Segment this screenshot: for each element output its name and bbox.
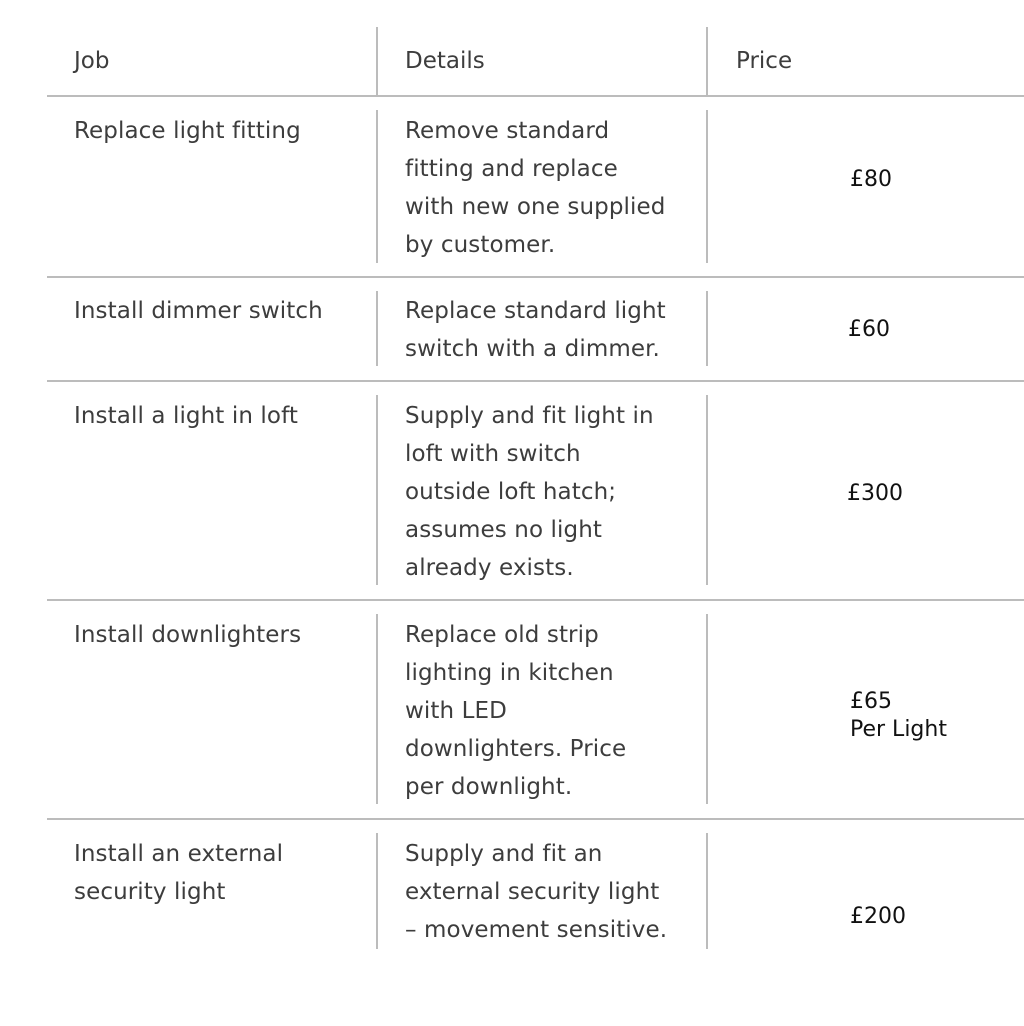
details-cell: Replace old strip lighting in kitchen with LED downlighters. Price per downlight.	[405, 622, 627, 800]
price-cell: £80	[850, 167, 892, 192]
details-cell: Remove standard fitting and replace with new one supplied by customer.	[405, 118, 666, 258]
header-price: Price	[736, 48, 793, 74]
price-cell: £300	[847, 481, 903, 506]
column-divider	[376, 291, 378, 366]
header-job: Job	[74, 48, 110, 74]
column-divider	[706, 395, 708, 585]
column-divider	[376, 110, 378, 263]
price-cell: £65 Per Light	[850, 689, 947, 742]
row-divider	[47, 380, 1024, 382]
column-divider	[376, 833, 378, 949]
job-cell: Replace light fitting	[74, 118, 301, 144]
details-cell: Supply and fit an external security light – movement sensitive.	[405, 841, 668, 943]
row-divider	[47, 818, 1024, 820]
column-divider	[706, 291, 708, 366]
job-cell: Install an external security light	[74, 841, 284, 905]
header-details: Details	[405, 48, 485, 74]
job-cell: Install dimmer switch	[74, 298, 323, 324]
column-divider	[706, 833, 708, 949]
job-cell: Install downlighters	[74, 622, 302, 648]
column-divider	[706, 110, 708, 263]
details-cell: Replace standard light switch with a dimmer.	[405, 298, 666, 362]
price-cell: £60	[848, 317, 890, 342]
column-divider	[376, 614, 378, 804]
row-divider	[47, 95, 1024, 97]
job-cell: Install a light in loft	[74, 403, 298, 429]
row-divider	[47, 276, 1024, 278]
header-divider	[706, 27, 708, 95]
price-cell: £200	[850, 904, 906, 929]
column-divider	[376, 395, 378, 585]
column-divider	[706, 614, 708, 804]
details-cell: Supply and fit light in loft with switch outside loft hatch; assumes no light already exists.	[405, 403, 654, 581]
header-divider	[376, 27, 378, 95]
row-divider	[47, 599, 1024, 601]
